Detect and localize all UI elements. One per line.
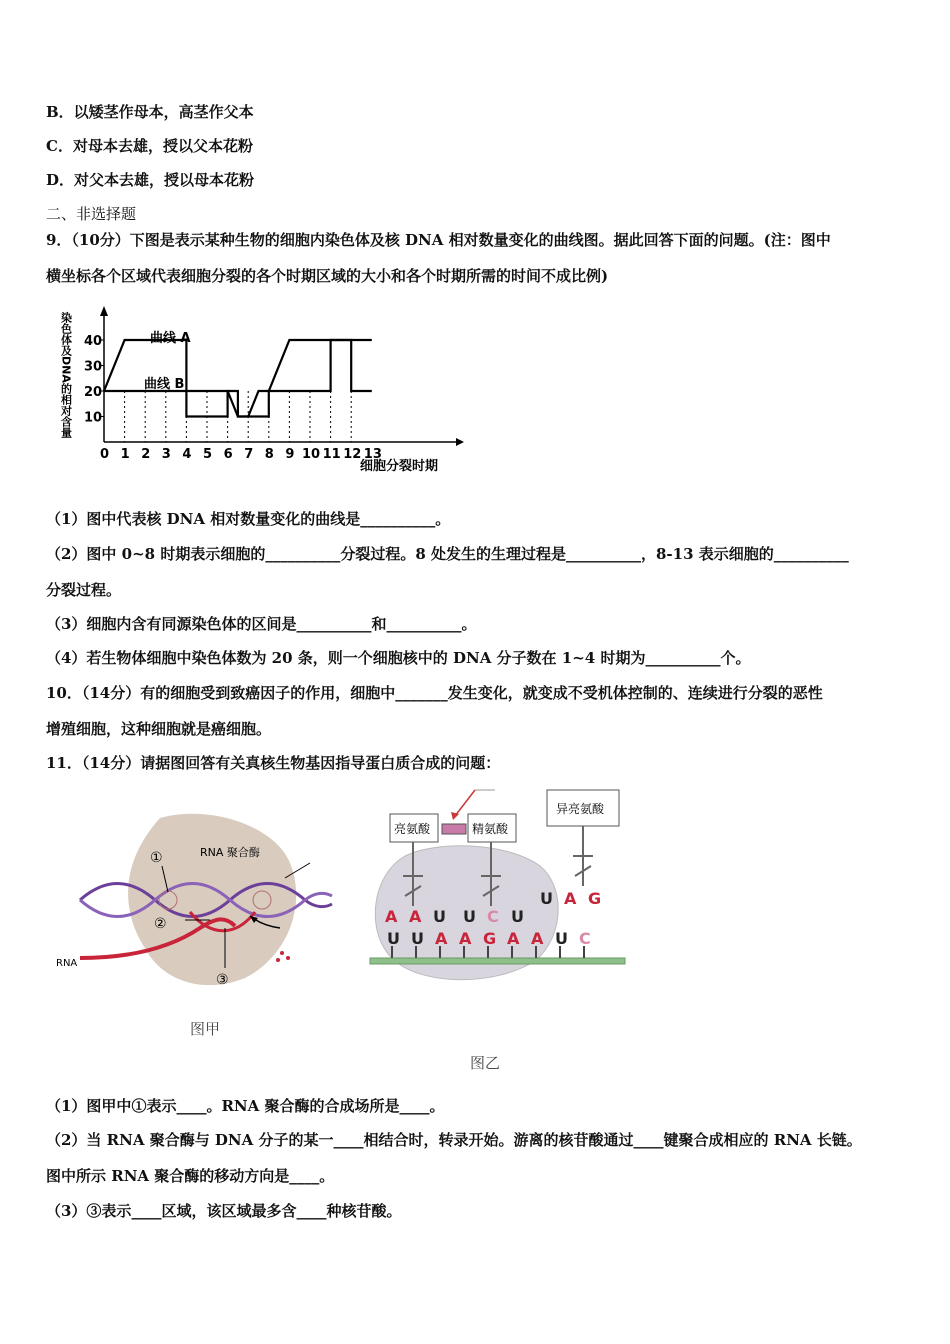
figure-b-caption: 图乙: [470, 1054, 501, 1072]
x-tick-label: 10: [302, 447, 321, 462]
y-tick-label: 40: [84, 334, 103, 349]
q11-sub1: （1）图甲中①表示____。RNA 聚合酶的合成场所是____。: [46, 1097, 445, 1115]
x-tick-label: 1: [120, 447, 130, 462]
q9-stem-2: 横坐标各个区域代表细胞分裂的各个时期区域的大小和各个时期所需的时间不成比例): [46, 267, 609, 285]
q9-chart: [58, 304, 468, 484]
x-tick-label: 8: [264, 447, 274, 462]
anticodon-base: U: [433, 907, 446, 926]
anticodon-base: A: [409, 907, 422, 926]
q9-sub2a: （2）图中 0~8 时期表示细胞的__________分裂过程。8 处发生的生理过程是__________，8-13 表示细胞的__________: [46, 545, 849, 563]
label-1: ①: [150, 850, 163, 866]
mrna-base: U: [555, 929, 568, 948]
figure-transcription: [50, 808, 340, 998]
q11-sub2b: 图中所示 RNA 聚合酶的移动方向是____。: [46, 1167, 335, 1185]
x-tick-label: 11: [322, 447, 341, 462]
x-tick-label: 7: [244, 447, 254, 462]
figure-a-caption: 图甲: [190, 1020, 221, 1038]
anticodon-base: G: [588, 889, 602, 908]
anticodon-base: A: [564, 889, 577, 908]
mrna-base: A: [531, 929, 544, 948]
option-c: C．对母本去雄，授以父本花粉: [46, 137, 253, 155]
option-b: B．以矮茎作母本，高茎作父本: [46, 103, 254, 121]
x-tick-label: 9: [285, 447, 295, 462]
x-tick-label: 4: [182, 447, 192, 462]
aa-leucine: 亮氨酸: [394, 822, 431, 836]
mrna-base: U: [411, 929, 424, 948]
q11-sub3: （3）③表示____区域，该区域最多含____种核苷酸。: [46, 1202, 402, 1220]
label-2: ②: [154, 916, 167, 932]
curve-a-label: 曲线 A: [150, 331, 191, 346]
q9-sub2b: 分裂过程。: [46, 581, 122, 599]
q11-stem: 11．（14分）请据图回答有关真核生物基因指导蛋白质合成的问题：: [46, 754, 501, 772]
x-tick-label: 2: [141, 447, 151, 462]
q10-line1: 10．（14分）有的细胞受到致癌因子的作用，细胞中_______发生变化，就变成不受机体控制的、连续进行分裂的恶性: [46, 684, 823, 702]
q9-sub3: （3）细胞内含有同源染色体的区间是__________和__________。: [46, 615, 477, 633]
q10-line2: 增殖细胞，这种细胞就是癌细胞。: [46, 720, 272, 738]
y-tick-label: 30: [84, 359, 103, 375]
mrna-base: C: [579, 929, 591, 948]
y-axis-arrow: [100, 306, 108, 316]
anticodon-base: U: [540, 889, 553, 908]
label-3: ③: [216, 972, 229, 988]
q9-sub4: （4）若生物体细胞中染色体数为 20 条，则一个细胞核中的 DNA 分子数在 1~4 时期为__________个。: [46, 649, 751, 667]
rna-polymerase-label: RNA 聚合酶: [200, 846, 260, 859]
x-axis-arrow: [456, 438, 464, 446]
x-tick-label: 5: [203, 447, 213, 462]
chart-xlabel: 细胞分裂时期: [360, 459, 439, 474]
anticodon-base: U: [463, 907, 476, 926]
curve-b-label: 曲线 B: [144, 377, 185, 392]
mrna-base: A: [459, 929, 472, 948]
y-tick-label: 20: [84, 385, 103, 400]
aa-isoleucine: 异亮氨酸: [556, 802, 605, 816]
q9-stem-1: 9．（10分）下图是表示某种生物的细胞内染色体及核 DNA 相对数量变化的曲线图。据此回答下面的问题。(注：图中: [46, 231, 831, 249]
figure-translation: [365, 786, 630, 996]
option-d: D．对父本去雄，授以母本花粉: [46, 171, 255, 189]
x-tick-label: 12: [343, 447, 362, 462]
mrna-base: A: [507, 929, 520, 948]
anticodon-base: U: [511, 907, 524, 926]
x-tick-label: 13: [363, 447, 382, 462]
chart-ylabel: 染色体及DNA的相对含量: [59, 312, 73, 438]
y-tick-label: 10: [84, 410, 103, 426]
section-heading: 二、非选择题: [46, 205, 137, 223]
x-tick-label: 3: [161, 447, 171, 462]
x-tick-label: 0: [100, 447, 110, 462]
q11-sub2a: （2）当 RNA 聚合酶与 DNA 分子的某一____相结合时，转录开始。游离的核苷酸通过____键聚合成相应的 RNA 长链。: [46, 1131, 862, 1149]
anticodon-base: A: [385, 907, 398, 926]
mrna-base: U: [387, 929, 400, 948]
q9-sub1: （1）图中代表核 DNA 相对数量变化的曲线是__________。: [46, 510, 451, 528]
mrna-strand: [370, 958, 625, 964]
aa-arginine: 精氨酸: [472, 822, 509, 836]
x-tick-label: 6: [223, 447, 233, 462]
anticodon-base: C: [487, 907, 499, 926]
mrna-base: G: [483, 929, 497, 948]
mrna-base: A: [435, 929, 448, 948]
rna-label: RNA: [56, 958, 78, 969]
